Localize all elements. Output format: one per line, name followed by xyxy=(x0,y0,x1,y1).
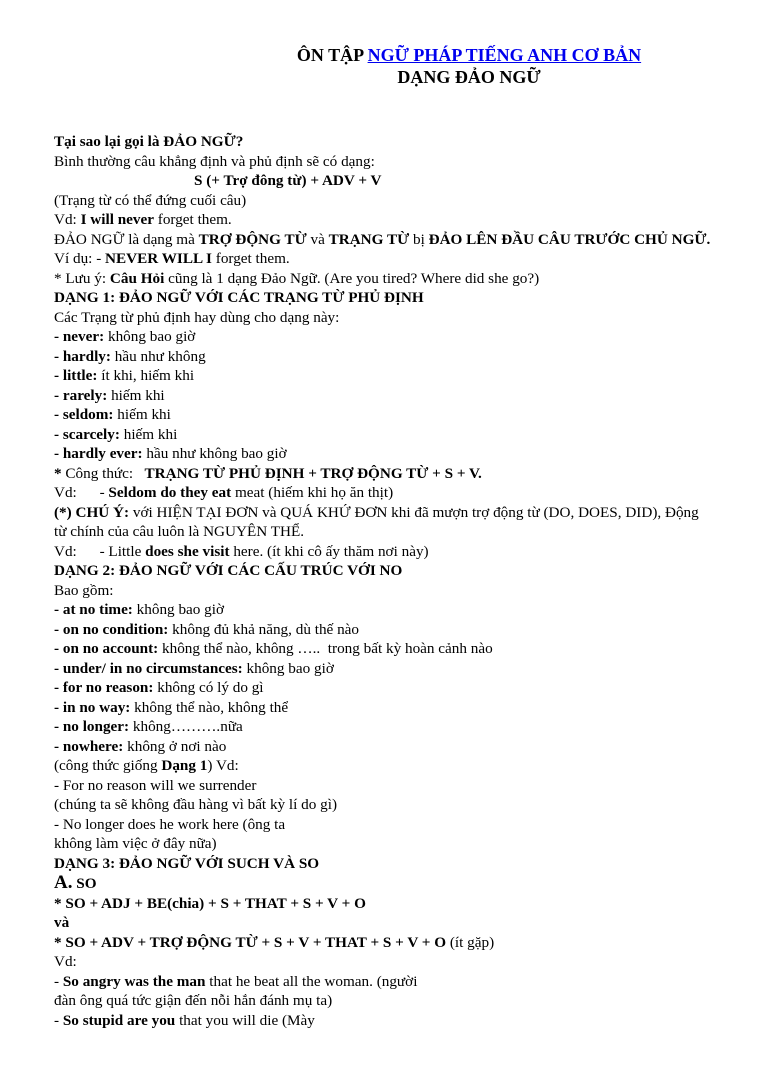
list-item: - nowhere: không ở nơi nào xyxy=(54,737,227,755)
page-subtitle: DẠNG ĐẢO NGỮ xyxy=(397,67,541,87)
list-item: - on no condition: không đủ khả năng, dù thế nào xyxy=(54,620,360,638)
section-2-example-1: - For no reason will we surrender xyxy=(54,776,257,794)
section-3-formula-2: * SO + ADV + TRỢ ĐỘNG TỪ + S + V + THAT + S + V + O (ít gặp) xyxy=(54,933,495,951)
list-item: - scarcely: hiếm khi xyxy=(54,425,178,443)
section-1-example-2: Vd: - Little does she visit here. (ít khi cô ấy thăm nơi này) xyxy=(54,542,429,560)
section-heading-2: DẠNG 2: ĐẢO NGỮ VỚI CÁC CẤU TRÚC VỚI NO xyxy=(54,562,403,579)
intro-line: Bình thường câu khẳng định và phủ định sẽ có dạng: xyxy=(54,152,375,170)
section-1-note: (*) CHÚ Ý: với HIỆN TẠI ĐƠN và QUÁ KHỨ ĐƠN khi đã mượn trợ động từ (DO, DOES, DID), Động từ chính của câu luôn là NGUYÊN THỂ. xyxy=(54,503,699,540)
list-item: - hardly ever: hầu như không bao giờ xyxy=(54,445,287,462)
list-item: - at no time: không bao giờ xyxy=(54,601,225,618)
list-item: - no longer: không……….nữa xyxy=(54,718,243,735)
section-3-and: và xyxy=(54,914,70,931)
list-item: - seldom: hiếm khi xyxy=(54,406,171,423)
document-body xyxy=(54,132,714,1030)
section-2-intro: Bao gồm: xyxy=(54,581,114,599)
intro-example-2: Ví dụ: - NEVER WILL I forget them. xyxy=(54,250,290,267)
section-2-example-2-translation: không làm việc ở đây nữa) xyxy=(54,835,217,852)
intro-example: Vd: I will never forget them. xyxy=(54,211,232,228)
section-3-example-1: - So angry was the man that he beat all the woman. (người xyxy=(54,972,418,990)
section-3-example-1-translation: đàn ông quá tức giận đến nỗi hắn đánh mụ ta) xyxy=(54,992,333,1009)
intro-remark: * Lưu ý: Câu Hỏi cũng là 1 dạng Đảo Ngữ. (Are you tired? Where did she go?) xyxy=(54,269,540,287)
section-2-formula-note: (công thức giống Dạng 1) Vd: xyxy=(54,757,239,774)
list-item: - hardly: hầu như không xyxy=(54,347,206,365)
section-3-subheading: A. SO xyxy=(54,872,97,893)
section-3-vd: Vd: xyxy=(54,953,77,970)
section-1-formula: * Công thức: TRẠNG TỪ PHỦ ĐỊNH + TRỢ ĐỘNG TỪ + S + V. xyxy=(54,464,482,482)
intro-note: (Trạng từ có thể đứng cuối câu) xyxy=(54,191,247,209)
list-item: - rarely: hiếm khi xyxy=(54,386,165,404)
list-item: - on no account: không thể nào, không ….. trong bất kỳ hoàn cảnh nào xyxy=(54,640,493,657)
page-title xyxy=(0,44,768,66)
section-2-example-1-translation: (chúng ta sẽ không đầu hàng vì bất kỳ lí do gì) xyxy=(54,796,338,813)
list-item: - for no reason: không có lý do gì xyxy=(54,679,264,696)
list-item: - in no way: không thể nào, không thể xyxy=(54,698,289,716)
intro-formula: S (+ Trợ đông từ) + ADV + V xyxy=(194,172,382,189)
section-1-intro: Các Trạng từ phủ định hay dùng cho dạng này: xyxy=(54,308,340,326)
section-heading-3: DẠNG 3: ĐẢO NGỮ VỚI SUCH VÀ SO xyxy=(54,854,320,872)
list-item: - never: không bao giờ xyxy=(54,328,196,345)
list-item: - little: ít khi, hiếm khi xyxy=(54,367,195,384)
section-3-formula-1: * SO + ADJ + BE(chia) + S + THAT + S + V + O xyxy=(54,894,366,912)
section-heading-1: DẠNG 1: ĐẢO NGỮ VỚI CÁC TRẠNG TỪ PHỦ ĐỊNH xyxy=(54,289,424,306)
title-link[interactable]: NGỮ PHÁP TIẾNG ANH CƠ BẢN xyxy=(367,45,642,65)
intro-definition: ĐẢO NGỮ là dạng mà TRỢ ĐỘNG TỪ và TRẠNG TỪ bị ĐẢO LÊN ĐẦU CÂU TRƯỚC CHỦ NGỮ. xyxy=(54,230,711,248)
section-2-example-2: - No longer does he work here (ông ta xyxy=(54,815,286,833)
section-1-example: Vd: - Seldom do they eat meat (hiếm khi họ ăn thịt) xyxy=(54,484,394,501)
section-3-example-2: - So stupid are you that you will die (Mày xyxy=(54,1011,315,1029)
title-prefix: ÔN TẬP xyxy=(296,45,368,65)
intro-question: Tại sao lại gọi là ĐẢO NGỮ? xyxy=(54,133,244,150)
list-item: - under/ in no circumstances: không bao giờ xyxy=(54,659,334,677)
document-page xyxy=(0,44,768,1068)
